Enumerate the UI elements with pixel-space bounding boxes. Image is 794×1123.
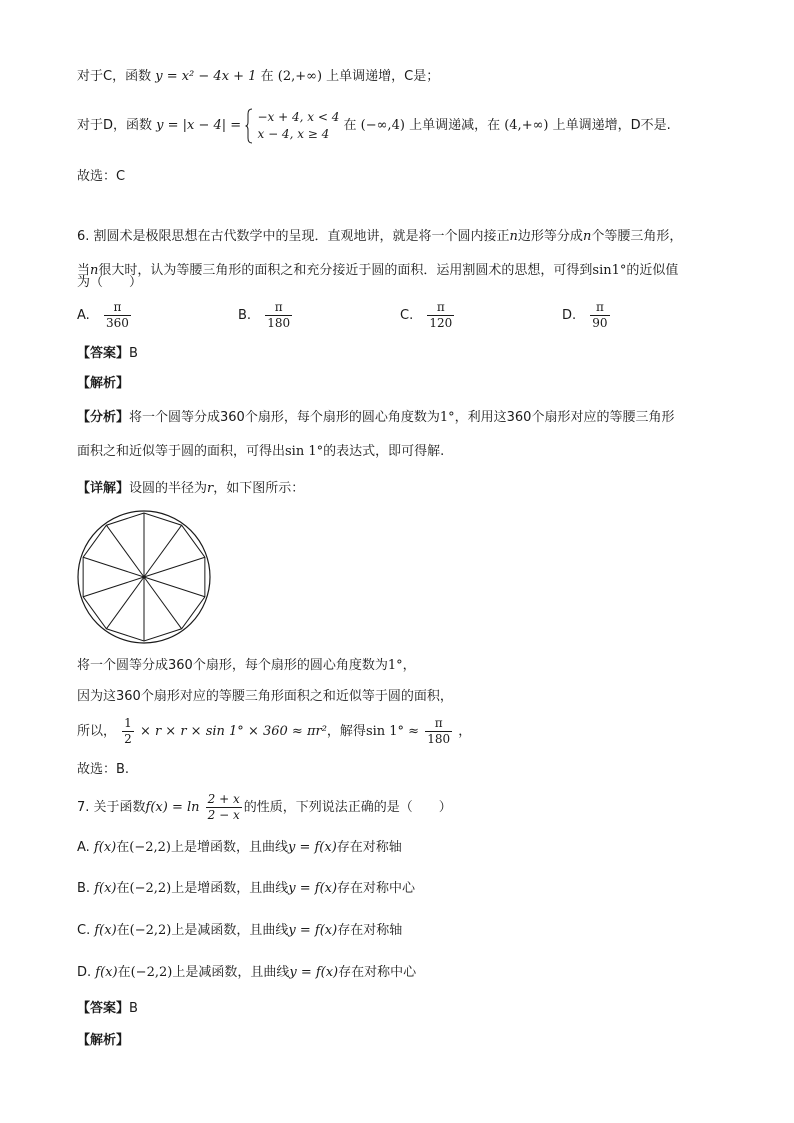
denominator: 360: [105, 316, 129, 330]
text: 个等腰三角形，: [591, 229, 683, 244]
text: 在: [116, 840, 130, 855]
text: 将一个圆等分成360个扇形，每个扇形的圆心角度数为: [129, 410, 440, 425]
q7-stem: [77, 790, 452, 826]
text: 存在对称轴: [337, 923, 403, 938]
formula: sin1°: [592, 263, 627, 278]
formula: 1°: [439, 410, 455, 425]
q6-option-c[interactable]: [400, 300, 456, 331]
var-n: n: [509, 229, 518, 244]
numerator: π: [427, 300, 454, 316]
fraction: [104, 300, 131, 331]
formula: f(x): [95, 965, 118, 980]
numerator: π: [425, 716, 452, 732]
text: 当: [77, 263, 91, 278]
var-n: n: [582, 229, 592, 244]
text: 在: [116, 923, 130, 938]
fraction: [265, 300, 292, 331]
text: 的性质，下列说法正确的是（ ）: [243, 800, 452, 815]
formula: f(x): [94, 923, 117, 938]
formula: 1°: [387, 658, 403, 673]
radius-line: [106, 577, 144, 629]
detail-tag: 【详解】: [77, 481, 130, 496]
denominator: 2 − x: [207, 808, 240, 822]
formula: f(x): [93, 840, 117, 855]
fraction-result: [425, 716, 452, 747]
option-label: A.: [77, 308, 90, 323]
denominator: 180: [427, 732, 451, 746]
formula: y = f(x): [289, 965, 339, 980]
numerator: π: [590, 300, 609, 316]
radius-line: [144, 577, 205, 597]
text: 上是减函数，且曲线: [172, 965, 290, 980]
q6-option-b[interactable]: [238, 300, 294, 331]
radius-line: [144, 577, 182, 629]
q6-fenxi-line-2: [77, 443, 444, 461]
q6-answer: [77, 345, 138, 363]
text: 在: [116, 881, 130, 896]
text: 上是减函数，且曲线: [171, 923, 289, 938]
text: 上是增函数，且曲线: [170, 840, 288, 855]
case-1: −x + 4, x < 4: [257, 109, 340, 124]
formula: × r × r × sin 1° × 360 ≈ πr²: [139, 724, 327, 739]
option-label: D.: [77, 965, 92, 980]
text: 6. 割圆术是极限思想在古代数学中的呈现．直观地讲，就是将一个圆内接正: [77, 229, 510, 244]
text: 的近似值: [626, 263, 679, 278]
answer-line-c: 故选：C: [77, 169, 126, 184]
text: 上单调递增，D不是.: [552, 118, 671, 133]
option-label: D.: [562, 308, 577, 323]
radius-line: [83, 577, 144, 597]
q7-option-d[interactable]: [77, 964, 416, 982]
line-d: [77, 106, 671, 146]
text: ，解得: [326, 724, 366, 739]
q6-option-d[interactable]: [562, 300, 612, 331]
denominator: 2: [124, 732, 132, 746]
q6-answer-line: 故选：B.: [77, 762, 130, 777]
line-c: [77, 68, 439, 86]
text: 上是增函数，且曲线: [171, 881, 289, 896]
answer-value: B: [129, 346, 138, 361]
var-r: r: [207, 481, 214, 496]
text: 的表达式，即可得解.: [323, 444, 445, 459]
numerator: π: [265, 300, 292, 316]
sector-lines: [83, 513, 205, 641]
q6-option-a[interactable]: [77, 300, 133, 331]
text: 在: [343, 118, 357, 133]
text: 存在对称中心: [338, 965, 417, 980]
numerator: 2 + x: [207, 792, 240, 806]
denominator: 180: [267, 316, 291, 330]
interval: (2,+∞): [277, 69, 323, 84]
case-2: x − 4, x ≥ 4: [257, 126, 330, 141]
formula: y = f(x): [288, 881, 338, 896]
formula: y = |x − 4| =: [156, 118, 242, 133]
fraction: [590, 300, 609, 331]
interval: (−2,2): [129, 881, 172, 896]
text: 对于D，函数: [77, 118, 153, 133]
brace-icon: [245, 108, 253, 144]
text: 设圆的半径为: [129, 481, 208, 496]
interval: (4,+∞): [504, 118, 549, 133]
fraction: [427, 300, 454, 331]
formula: f(x) = ln: [145, 800, 200, 815]
option-label: B.: [77, 881, 91, 896]
var-n: n: [90, 263, 99, 278]
q7-option-b[interactable]: [77, 880, 415, 898]
option-label: A.: [77, 840, 90, 855]
q7-option-a[interactable]: [77, 839, 402, 857]
interval: (−2,2): [129, 923, 172, 938]
text: ，利用这360个扇形对应的等腰三角形: [454, 410, 675, 425]
radius-line: [106, 525, 144, 577]
text: 上单调递减，在: [409, 118, 501, 133]
q6-after-line-3: [77, 714, 471, 750]
text: 将一个圆等分成360个扇形，每个扇形的圆心角度数为: [77, 658, 388, 673]
option-label: C.: [77, 923, 91, 938]
text: 在: [260, 69, 274, 84]
formula: y = f(x): [288, 923, 338, 938]
text: 边形等分成: [517, 229, 583, 244]
radius-line: [144, 525, 182, 577]
text: 存在对称中心: [337, 881, 416, 896]
q6-after-line-1: [77, 657, 416, 675]
q7-analysis-tag: 【解析】: [77, 1033, 130, 1048]
radius-line: [144, 557, 205, 577]
fraction-half: [122, 716, 134, 747]
formula: sin 1°: [285, 444, 324, 459]
text: 很大时，认为等腰三角形的面积之和充分接近于圆的面积．运用割圆术的思想，可得到: [98, 263, 593, 278]
q6-after-line-2: 因为这360个扇形对应的等腰三角形面积之和近似等于圆的面积，: [77, 689, 453, 704]
formula: y = f(x): [287, 840, 337, 855]
text: ，如下图所示：: [213, 481, 305, 496]
q6-fenxi-line-1: [77, 409, 674, 427]
numerator: π: [104, 300, 131, 316]
formula: f(x): [94, 881, 117, 896]
piecewise-cases: [257, 109, 339, 143]
q6-detail-line: [77, 480, 304, 498]
option-label: B.: [238, 308, 252, 323]
formula: y = x² − 4x + 1: [155, 69, 257, 84]
numerator: 1: [124, 716, 132, 730]
interval: (−2,2): [129, 840, 171, 855]
text: 存在对称轴: [336, 840, 402, 855]
text: 7. 关于函数: [77, 800, 146, 815]
denominator: 90: [592, 316, 608, 330]
q6-stem-line-3-text: [77, 272, 142, 290]
q7-option-c[interactable]: [77, 922, 402, 940]
interval: (−2,2): [130, 965, 173, 980]
text: ，: [402, 658, 416, 673]
option-label: C.: [400, 308, 414, 323]
fenxi-tag: 【分析】: [77, 410, 130, 425]
text: 所以，: [77, 724, 117, 739]
denominator: 120: [429, 316, 453, 330]
q6-stem-line-1: [77, 228, 682, 246]
text: 对于C，函数: [77, 69, 152, 84]
q6-analysis-tag: 【解析】: [77, 376, 130, 391]
answer-value: B: [129, 1001, 138, 1016]
text: 上单调递增，C是；: [326, 69, 440, 84]
q6-stem-line-2: [77, 262, 678, 280]
radius-line: [83, 557, 144, 577]
text: 面积之和近似等于圆的面积，可得出: [77, 444, 286, 459]
q7-answer: [77, 1000, 138, 1018]
text: ，: [458, 724, 472, 739]
formula: sin 1° ≈: [365, 724, 420, 739]
fraction: [206, 792, 242, 823]
answer-tag: 【答案】: [77, 346, 130, 361]
text: 为（ ）: [77, 275, 143, 290]
text: 在: [117, 965, 131, 980]
interval: (−∞,4): [360, 118, 405, 133]
answer-tag: 【答案】: [77, 1001, 130, 1016]
circle-sectors-figure: [76, 509, 212, 645]
